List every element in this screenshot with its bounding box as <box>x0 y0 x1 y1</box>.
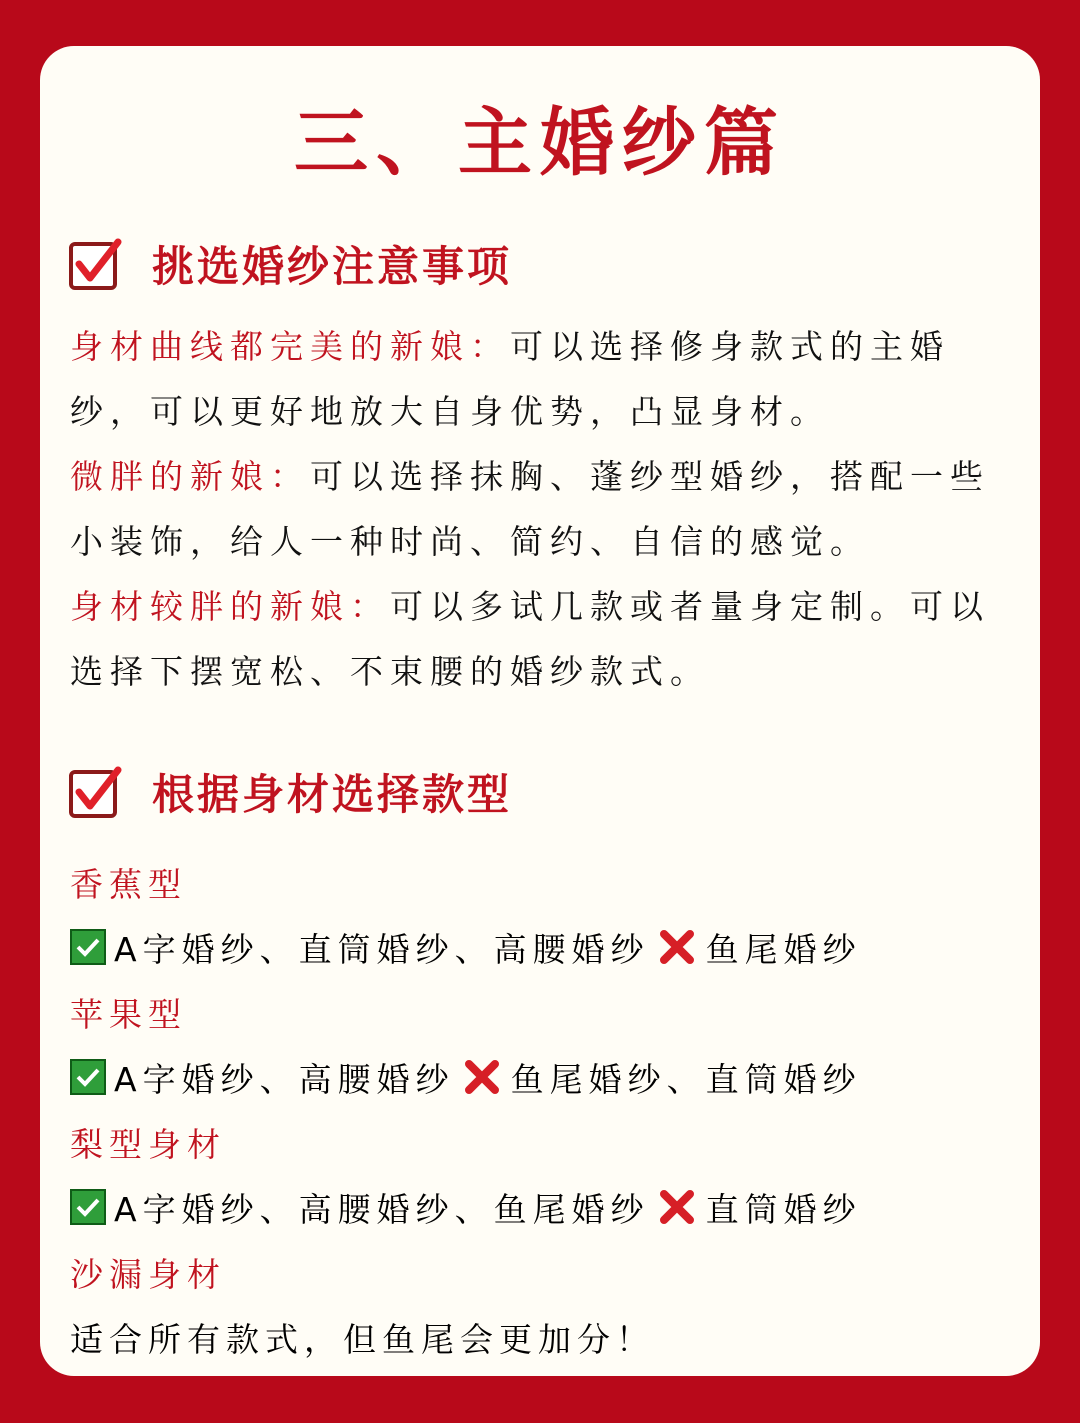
tip-label: 微胖的新娘： <box>70 457 310 496</box>
green-check-icon <box>70 929 106 965</box>
tip-item <box>70 444 1020 574</box>
body-type-label: 苹果型 <box>70 994 187 1034</box>
red-cross-icon <box>463 1058 501 1096</box>
checked-box-icon <box>68 238 120 290</box>
recommendation-text: 适合所有款式，但鱼尾会更加分！ <box>70 1319 655 1359</box>
section-heading-label: 挑选婚纱注意事项 <box>152 242 513 291</box>
recommendation-row <box>70 1307 1020 1367</box>
avoid-styles: 直筒婚纱 <box>705 1189 862 1229</box>
recommended-styles: A字婚纱、高腰婚纱、鱼尾婚纱 <box>114 1189 650 1229</box>
recommendation-row <box>70 1047 1020 1107</box>
content-card <box>40 46 1040 1376</box>
body-type-label: 梨型身材 <box>70 1124 226 1164</box>
avoid-styles: 鱼尾婚纱 <box>705 929 862 969</box>
section-heading-label: 根据身材选择款型 <box>152 770 513 819</box>
body-type-name <box>70 1112 1020 1172</box>
tip-item <box>70 314 1020 444</box>
green-check-icon <box>70 1059 106 1095</box>
page-title: 三、主婚纱篇 <box>294 100 786 186</box>
red-cross-icon <box>658 928 696 966</box>
section-heading-tips <box>68 234 512 294</box>
tip-item <box>70 574 1020 704</box>
body-type-name <box>70 1242 1020 1302</box>
recommended-styles: A字婚纱、直筒婚纱、高腰婚纱 <box>114 929 650 969</box>
recommended-styles: A字婚纱、高腰婚纱 <box>114 1059 455 1099</box>
body-type-label: 香蕉型 <box>70 864 187 904</box>
tip-text: 可以选择抹胸、蓬纱型婚纱，搭配一些小装饰，给人一种时尚、简约、自信的感觉。 <box>70 457 990 561</box>
tip-label: 身材曲线都完美的新娘： <box>70 327 510 366</box>
body-type-name <box>70 982 1020 1042</box>
red-cross-icon <box>658 1188 696 1226</box>
tip-text: 可以选择修身款式的主婚纱，可以更好地放大自身优势，凸显身材。 <box>70 327 950 431</box>
section-heading-body-types <box>68 762 512 822</box>
recommendation-row <box>70 1177 1020 1237</box>
body-type-name <box>70 852 1020 912</box>
tip-text: 可以多试几款或者量身定制。可以选择下摆宽松、不束腰的婚纱款式。 <box>70 587 990 691</box>
body-type-label: 沙漏身材 <box>70 1254 226 1294</box>
recommendation-row <box>70 917 1020 977</box>
checked-box-icon <box>68 766 120 818</box>
tip-label: 身材较胖的新娘： <box>70 587 390 626</box>
green-check-icon <box>70 1189 106 1225</box>
avoid-styles: 鱼尾婚纱、直筒婚纱 <box>510 1059 862 1099</box>
